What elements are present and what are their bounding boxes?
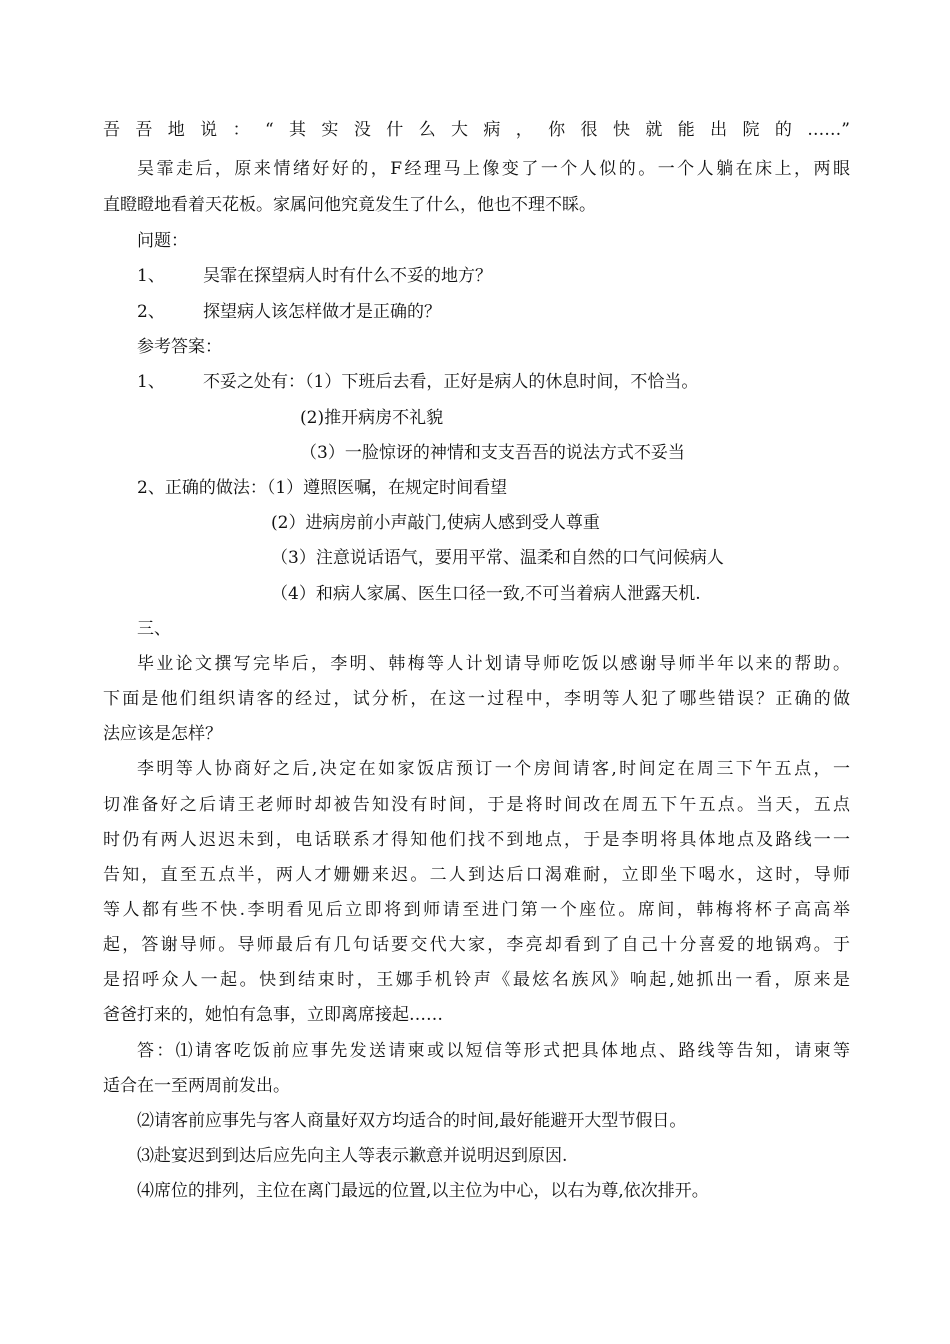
- paragraph-line: 是招呼众人一起。快到结束时，王娜手机铃声《最炫名族风》响起,她抓出一看，原来是: [103, 970, 850, 990]
- paragraph-line: 毕业论文撰写完毕后，李明、韩梅等人计划请导师吃饭以感谢导师半年以来的帮助。: [137, 654, 850, 674]
- answer-subitem: （3）一脸惊讶的神情和支支吾吾的说法方式不妥当: [300, 443, 685, 463]
- item-text: 吴霏在探望病人时有什么不妥的地方？: [203, 266, 492, 286]
- answer-line: ⑶赴宴迟到到达后应先向主人等表示歉意并说明迟到原因.: [137, 1146, 568, 1166]
- item-text: 探望病人该怎样做才是正确的？: [203, 302, 441, 322]
- paragraph-line: 等人都有些不快.李明看见后立即将到师请至进门第一个座位。席间，韩梅将杯子高高举: [103, 900, 850, 920]
- item-number: 1、: [137, 266, 165, 286]
- answer-line: 答：⑴请客吃饭前应事先发送请柬或以短信等形式把具体地点、路线等告知，请柬等: [137, 1041, 850, 1061]
- section-number: 三、: [137, 619, 171, 639]
- answer-subitem: （4）和病人家属、医生口径一致,不可当着病人泄露天机.: [271, 584, 701, 604]
- paragraph-line: 时仍有两人迟迟未到，电话联系才得知他们找不到地点，于是李明将具体地点及路线一一: [103, 830, 850, 850]
- question-item: [137, 300, 441, 324]
- answer-item: [137, 370, 698, 394]
- answer-subitem: （3）注意说话语气，要用平常、温柔和自然的口气问候病人: [271, 548, 724, 568]
- item-text: 不妥之处有：（1）下班后去看，正好是病人的休息时间，不恰当。: [203, 372, 699, 392]
- answer-line: 适合在一至两周前发出。: [103, 1076, 290, 1096]
- answer-line: ⑵请客前应事先与客人商量好双方均适合的时间,最好能避开大型节假日。: [137, 1111, 687, 1131]
- paragraph-line: 法应该是怎样？: [103, 724, 222, 744]
- question-item: [137, 264, 492, 288]
- text-line: 吾吾地说：“其实没什么大病，你很快就能出院的……”: [103, 120, 850, 140]
- text-line: 吴霏走后，原来情绪好好的，F经理马上像变了一个人似的。一个人躺在床上，两眼: [137, 159, 850, 179]
- answer-line: ⑷席位的排列，主位在离门最远的位置,以主位为中心，以右为尊,依次排开。: [137, 1181, 709, 1201]
- item-number: 2、: [137, 302, 165, 322]
- paragraph-line: 切准备好之后请王老师时却被告知没有时间，于是将时间改在周五下午五点。当天，五点: [103, 795, 850, 815]
- paragraph-line: 起，答谢导师。导师最后有几句话要交代大家，李亮却看到了自己十分喜爱的地锅鸡。于: [103, 935, 850, 955]
- item-number: 1、: [137, 372, 165, 392]
- answer-item: 2、正确的做法：（1）遵照医嘱，在规定时间看望: [137, 478, 508, 498]
- answer-subitem: (2）进病房前小声敲门,使病人感到受人尊重: [271, 513, 600, 533]
- paragraph-line: 下面是他们组织请客的经过，试分析，在这一过程中，李明等人犯了哪些错误？正确的做: [103, 689, 850, 709]
- paragraph-line: 爸爸打来的，她怕有急事，立即离席接起……: [103, 1005, 443, 1025]
- question-heading: 问题：: [137, 231, 188, 251]
- paragraph-line: 告知，直至五点半，两人才姗姗来迟。二人到达后口渴难耐，立即坐下喝水，这时，导师: [103, 865, 850, 885]
- answer-subitem: (2)推开病房不礼貌: [300, 408, 444, 428]
- text-line: 直瞪瞪地看着天花板。家属问他究竟发生了什么，他也不理不睬。: [103, 195, 596, 215]
- answer-heading: 参考答案：: [137, 337, 222, 357]
- paragraph-line: 李明等人协商好之后,决定在如家饭店预订一个房间请客,时间定在周三下午五点，一: [137, 759, 850, 779]
